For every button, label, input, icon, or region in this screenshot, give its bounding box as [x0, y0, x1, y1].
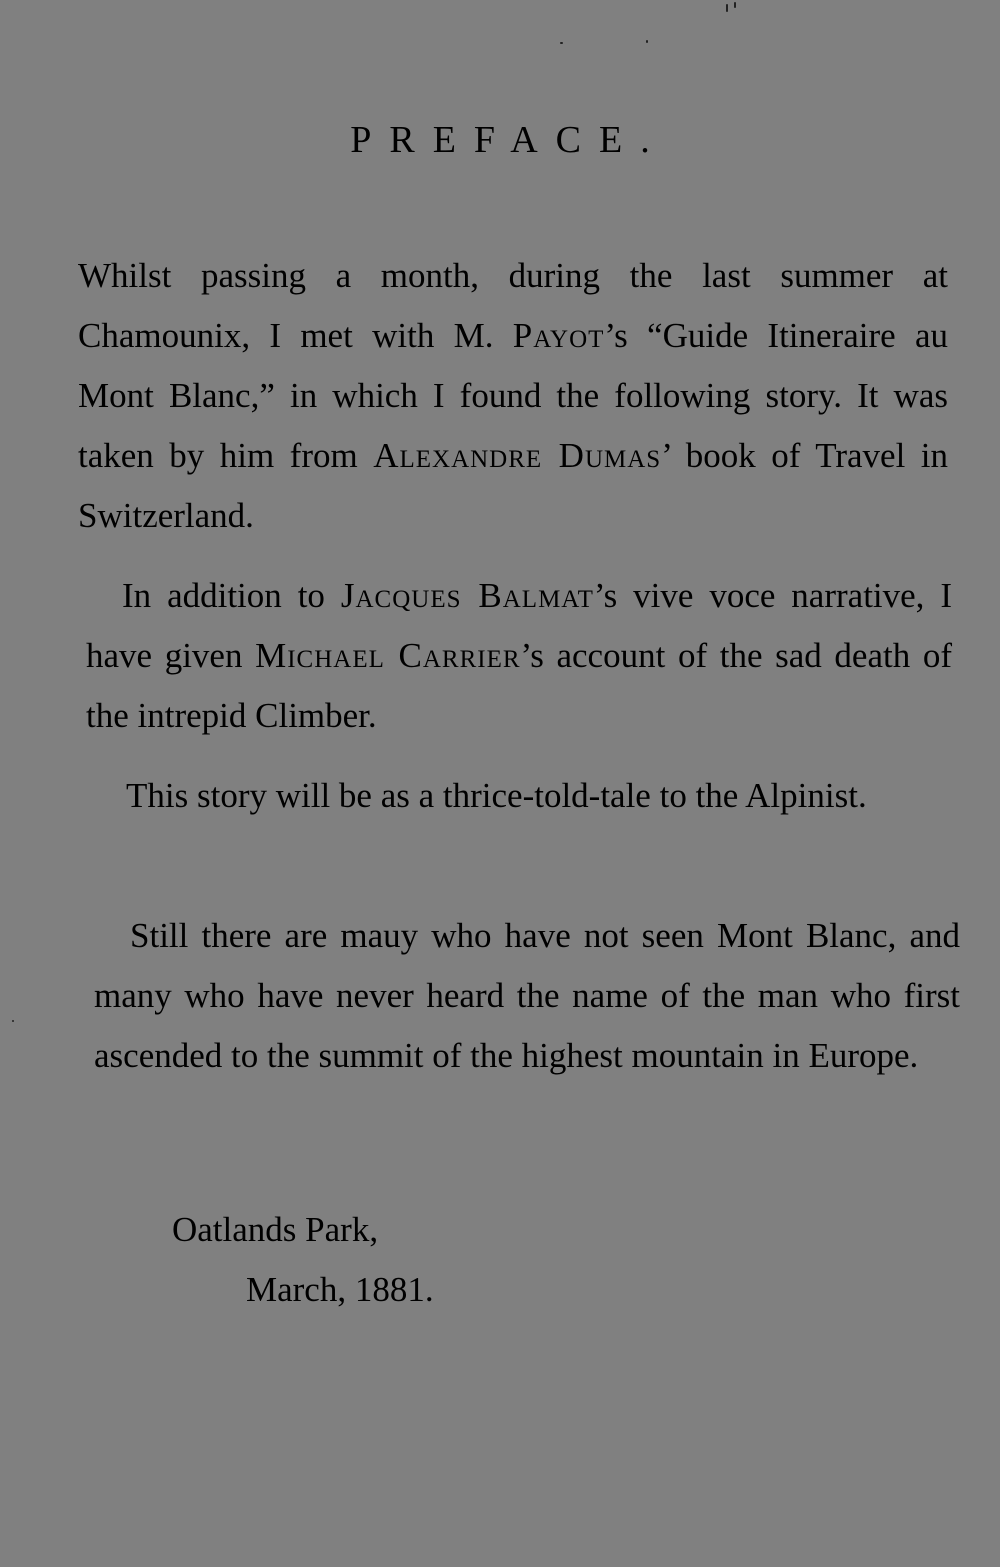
name-michael-carrier: Michael Carrier — [255, 636, 521, 675]
page-title: PREFACE. — [350, 119, 668, 161]
scan-speck — [734, 2, 736, 8]
text-run: ’s account of the sad death of the intrepid Climber. — [86, 636, 952, 735]
text-run: ’s vive voce narrative, I have given — [86, 576, 952, 675]
text-run: ’ book of Travel in Switzerland. — [78, 436, 949, 535]
scan-speck — [12, 1020, 14, 1022]
signature-date: March, 1881. — [246, 1270, 434, 1309]
name-payot: Payot — [512, 316, 605, 355]
paragraph-4: Still there are mauy who have not seen Mont Blanc, and many who have never heard the name of the man who first ascended to the summit of the highest mountain in Europe. — [94, 916, 960, 1075]
text-run: Whilst passing a month, during the last summer at Chamounix, I met with M. — [78, 256, 948, 355]
scan-speck — [560, 42, 563, 44]
name-alexandre-dumas: Alexandre Dumas — [373, 436, 662, 475]
scan-speck — [726, 4, 728, 12]
paragraph-2 — [86, 566, 952, 746]
paragraph-1 — [78, 246, 948, 546]
text-run: ’s “Guide Itineraire au Mont Blanc,” in which I found the following story. It was taken by him from — [78, 316, 948, 475]
text-run: In addition to — [122, 576, 341, 615]
scan-speck — [646, 40, 648, 43]
paragraph-3: This story will be as a thrice-told-tale to the Alpinist. — [126, 776, 867, 815]
signature-place: Oatlands Park, — [172, 1210, 379, 1249]
name-jacques-balmat: Jacques Balmat — [340, 576, 594, 615]
